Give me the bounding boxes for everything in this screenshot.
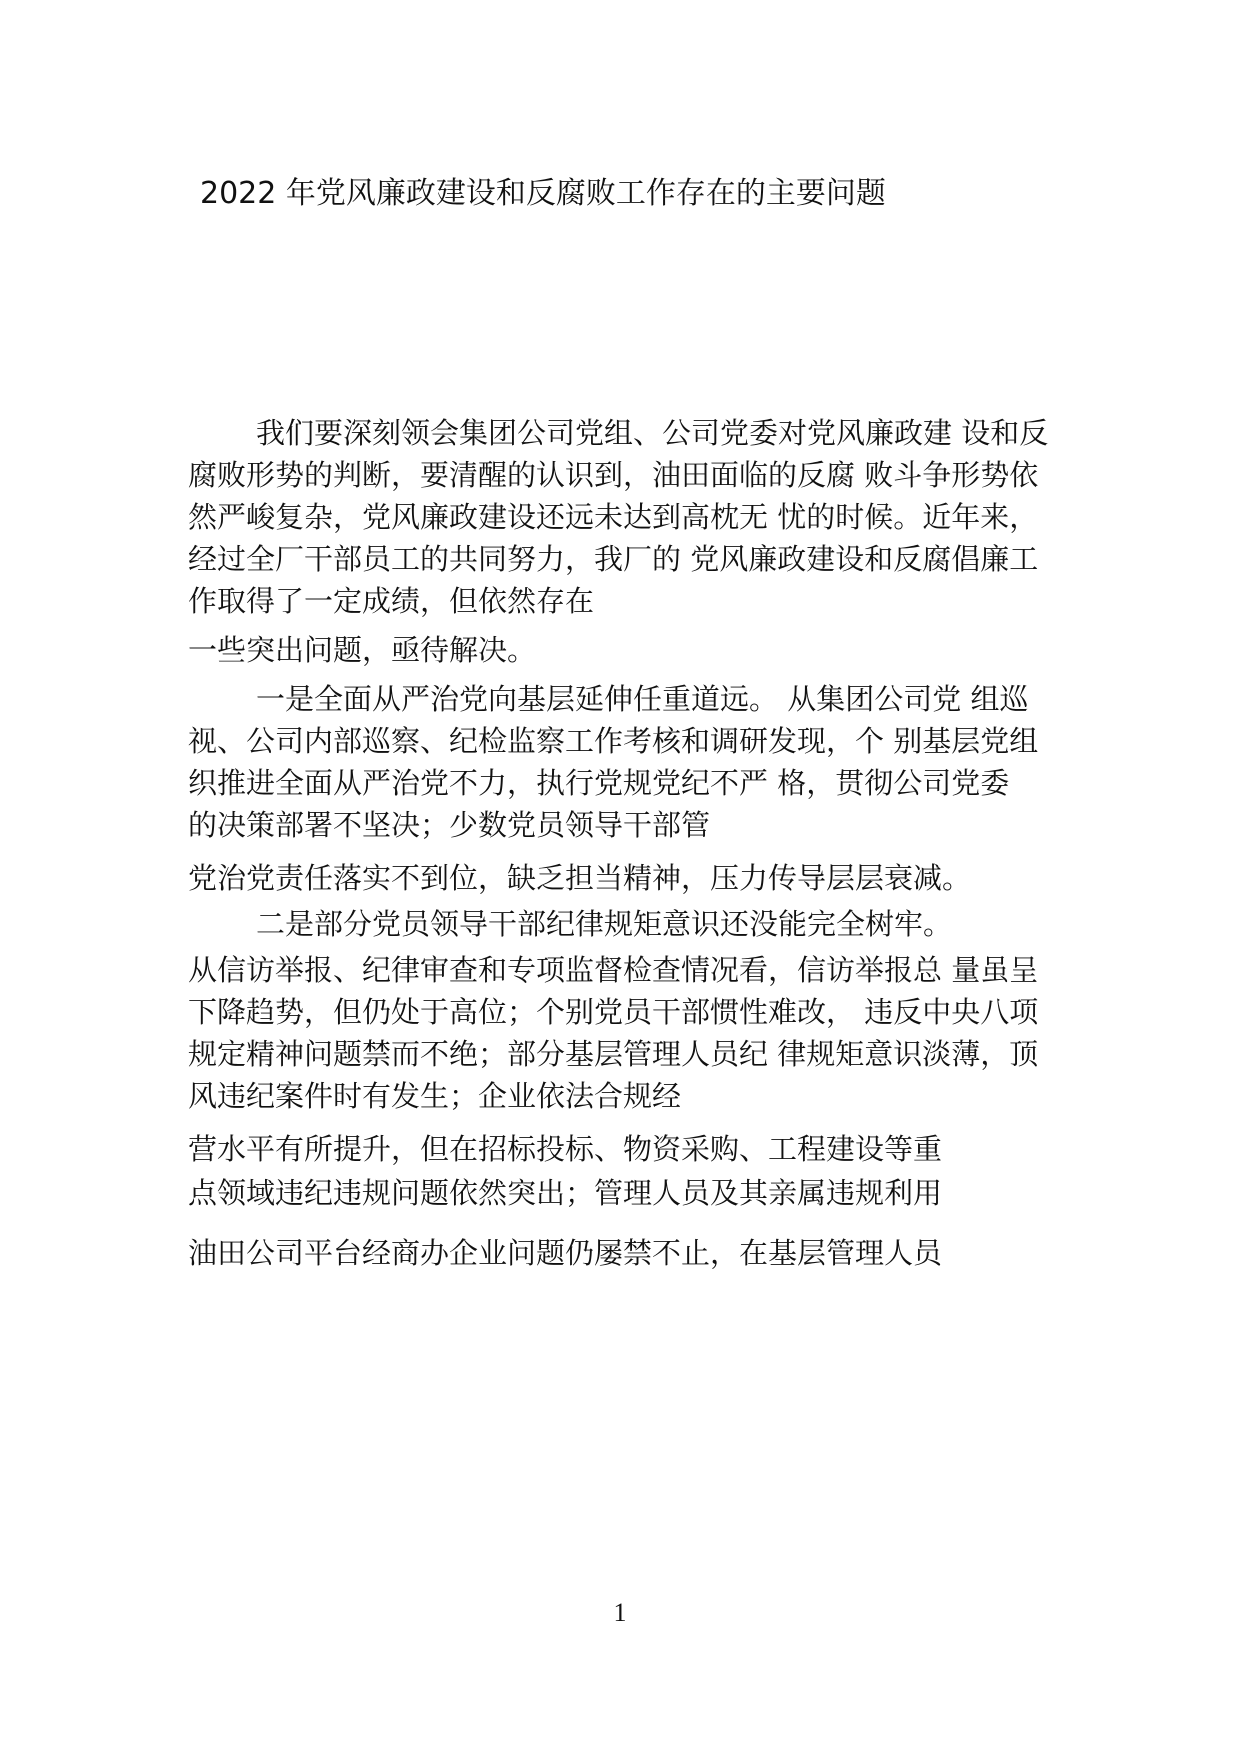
text-line: 然严峻复杂，党风廉政建设还远未达到高枕无 忧的时候。近年来，	[188, 500, 1039, 534]
text-line: 一些突出问题，亟待解决。	[188, 633, 537, 667]
page-number: 1	[613, 1598, 627, 1627]
text-line: 织推进全面从严治党不力，执行党规党纪不严 格，贯彻公司党委	[188, 766, 1010, 800]
text-line: 的决策部署不坚决；少数党员领导干部管	[188, 808, 711, 842]
text-line: 营水平有所提升，但在招标投标、物资采购、工程建设等重	[188, 1132, 943, 1166]
text-line: 点领域违纪违规问题依然突出；管理人员及其亲属违规利用	[188, 1176, 943, 1210]
text-line: 一是全面从严治党向基层延伸任重道远。 从集团公司党 组巡	[256, 682, 1029, 716]
text-line: 规定精神问题禁而不绝；部分基层管理人员纪 律规矩意识淡薄，顶	[188, 1037, 1039, 1071]
text-line: 风违纪案件时有发生；企业依法合规经	[188, 1079, 682, 1113]
text-line: 我们要深刻领会集团公司党组、公司党委对党风廉政建 设和反	[256, 416, 1049, 450]
text-line: 二是部分党员领导干部纪律规矩意识还没能完全树牢。	[256, 907, 953, 941]
text-line: 经过全厂干部员工的共同努力，我厂的 党风廉政建设和反腐倡廉工	[188, 542, 1039, 576]
document-title: 2022 年党风廉政建设和反腐败工作存在的主要问题	[200, 176, 886, 211]
text-line: 从信访举报、纪律审查和专项监督检查情况看，信访举报总 量虽呈	[188, 953, 1039, 987]
text-line: 腐败形势的判断，要清醒的认识到，油田面临的反腐 败斗争形势依	[188, 458, 1039, 492]
text-line: 下降趋势，但仍处于高位；个别党员干部惯性难改， 违反中央八项	[188, 995, 1039, 1029]
text-line: 视、公司内部巡察、纪检监察工作考核和调研发现，个 别基层党组	[188, 724, 1039, 758]
text-line: 油田公司平台经商办企业问题仍屡禁不止，在基层管理人员	[188, 1236, 943, 1270]
text-line: 党治党责任落实不到位，缺乏担当精神，压力传导层层衰减。	[188, 861, 972, 895]
text-line: 作取得了一定成绩，但依然存在	[188, 584, 595, 618]
